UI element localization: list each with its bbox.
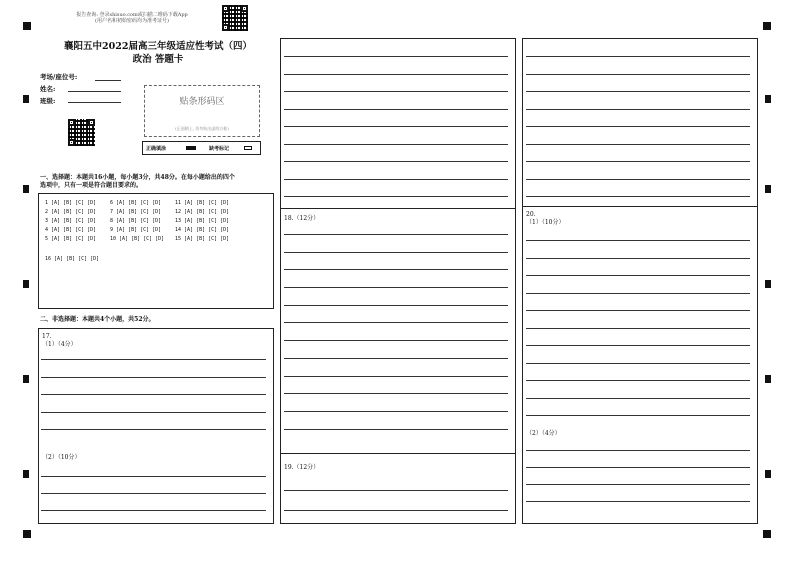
report-notice	[62, 12, 202, 24]
choice-item[interactable]: 1 [A] [B] [C] [D]	[45, 200, 97, 206]
correct-fill-label: 正确填涂	[146, 146, 167, 152]
absent-mark-label: 缺考标记	[209, 146, 230, 152]
q19-top-divider	[280, 453, 516, 454]
correct-fill-sample	[186, 146, 196, 150]
section1-heading	[40, 174, 275, 190]
exam-subtitle: 政治 答题卡	[132, 54, 184, 65]
choice-item-16[interactable]: 16 [A] [B] [C] [D]	[45, 256, 100, 262]
side-mark	[23, 95, 29, 103]
answer-line[interactable]	[284, 91, 508, 92]
answer-line[interactable]	[526, 91, 750, 92]
fill-example-box	[142, 141, 261, 155]
answer-line[interactable]	[526, 467, 750, 468]
choice-item[interactable]: 13 [A] [B] [C] [D]	[175, 218, 230, 224]
answer-line[interactable]	[526, 345, 750, 346]
barcode-title: 贴条形码区	[179, 97, 225, 107]
answer-line[interactable]	[41, 429, 266, 430]
seat-field[interactable]	[95, 80, 121, 81]
registration-mark	[23, 530, 31, 538]
choice-item[interactable]: 3 [A] [B] [C] [D]	[45, 218, 97, 224]
answer-line[interactable]	[41, 394, 266, 395]
exam-qr-code	[68, 119, 95, 146]
answer-line[interactable]	[41, 377, 266, 378]
column2-frame	[280, 38, 516, 524]
section1-heading-line1: 一、选择题：本题共16小题，每小题3分，共48分。在每小题给出的四个	[40, 174, 235, 181]
answer-line[interactable]	[41, 359, 266, 360]
choice-item[interactable]: 8 [A] [B] [C] [D]	[110, 218, 162, 224]
q17-answer-box[interactable]	[38, 328, 274, 524]
answer-line[interactable]	[284, 109, 508, 110]
choice-item[interactable]: 12 [A] [B] [C] [D]	[175, 209, 230, 215]
answer-line[interactable]	[284, 358, 508, 359]
q18-top-divider	[280, 208, 516, 209]
side-mark	[765, 470, 771, 478]
answer-line[interactable]	[284, 322, 508, 323]
choice-item[interactable]: 9 [A] [B] [C] [D]	[110, 227, 162, 233]
answer-line[interactable]	[41, 412, 266, 413]
q19-label: 19.（12分）	[284, 464, 320, 471]
answer-line[interactable]	[284, 490, 508, 491]
choice-item[interactable]: 5 [A] [B] [C] [D]	[45, 236, 97, 242]
answer-line[interactable]	[526, 56, 750, 57]
answer-line[interactable]	[526, 196, 750, 197]
column3-frame	[522, 38, 758, 524]
answer-line[interactable]	[526, 310, 750, 311]
exam-title: 襄阳五中2022届高三年级适应性考试（四）	[64, 41, 252, 52]
answer-line[interactable]	[284, 74, 508, 75]
app-qr-code	[222, 5, 248, 31]
q20-top-divider	[522, 206, 758, 207]
registration-mark	[763, 22, 771, 30]
answer-line[interactable]	[41, 493, 266, 494]
answer-line[interactable]	[284, 393, 508, 394]
answer-line[interactable]	[526, 363, 750, 364]
notice-line-1: 报告查询: 登录shisuo.com或扫描二维码下载App	[76, 12, 188, 18]
answer-line[interactable]	[526, 144, 750, 145]
answer-line[interactable]	[526, 179, 750, 180]
barcode-area	[144, 85, 260, 137]
name-label: 姓名:	[40, 85, 56, 93]
answer-line[interactable]	[526, 275, 750, 276]
answer-line[interactable]	[526, 484, 750, 485]
barcode-note: (正面朝上, 切勿贴出虚线方框)	[175, 126, 229, 131]
answer-line[interactable]	[284, 126, 508, 127]
answer-line[interactable]	[284, 510, 508, 511]
side-mark	[765, 95, 771, 103]
answer-line[interactable]	[284, 252, 508, 253]
absent-mark-checkbox[interactable]	[244, 146, 252, 150]
answer-line[interactable]	[284, 340, 508, 341]
section2-heading: 二、非选择题：本题共4个小题，共52分。	[40, 316, 155, 323]
answer-line[interactable]	[284, 56, 508, 57]
notice-line-2: (用户名和初始密码均为准考证号)	[95, 18, 169, 24]
answer-line[interactable]	[526, 293, 750, 294]
answer-line[interactable]	[284, 305, 508, 306]
q18-label: 18.（12分）	[284, 215, 320, 222]
q20-number: 20.	[526, 211, 536, 218]
answer-line[interactable]	[526, 258, 750, 259]
answer-line[interactable]	[526, 501, 750, 502]
registration-mark	[23, 22, 31, 30]
side-mark	[765, 280, 771, 288]
section1-heading-line2: 选项中，只有一项是符合题目要求的。	[40, 182, 143, 189]
answer-line[interactable]	[284, 429, 508, 430]
choice-item[interactable]: 4 [A] [B] [C] [D]	[45, 227, 97, 233]
answer-line[interactable]	[526, 450, 750, 451]
answer-line[interactable]	[284, 287, 508, 288]
q17-number: 17.	[42, 333, 52, 340]
class-label: 班级:	[40, 97, 56, 105]
side-mark	[765, 375, 771, 383]
name-field[interactable]	[68, 91, 121, 92]
answer-line[interactable]	[526, 161, 750, 162]
seat-label: 考场/座位号:	[40, 73, 78, 81]
registration-mark	[763, 530, 771, 538]
choice-item[interactable]: 14 [A] [B] [C] [D]	[175, 227, 230, 233]
answer-line[interactable]	[284, 234, 508, 235]
answer-line[interactable]	[526, 109, 750, 110]
answer-line[interactable]	[284, 269, 508, 270]
answer-line[interactable]	[526, 415, 750, 416]
q17-part1: （1）（4分）	[42, 341, 77, 348]
answer-line[interactable]	[41, 476, 266, 477]
side-mark	[23, 280, 29, 288]
answer-line[interactable]	[526, 398, 750, 399]
q20-part2: （2）（4分）	[526, 430, 561, 437]
answer-line[interactable]	[526, 240, 750, 241]
side-mark	[23, 185, 29, 193]
answer-line[interactable]	[526, 126, 750, 127]
answer-line[interactable]	[526, 74, 750, 75]
answer-line[interactable]	[284, 376, 508, 377]
class-field[interactable]	[68, 102, 121, 103]
choice-item[interactable]: 2 [A] [B] [C] [D]	[45, 209, 97, 215]
answer-line[interactable]	[526, 328, 750, 329]
choice-item[interactable]: 10 [A] [B] [C] [D]	[110, 236, 165, 242]
side-mark	[23, 375, 29, 383]
choice-item[interactable]: 6 [A] [B] [C] [D]	[110, 200, 162, 206]
answer-line[interactable]	[284, 161, 508, 162]
choice-item[interactable]: 7 [A] [B] [C] [D]	[110, 209, 162, 215]
answer-line[interactable]	[284, 179, 508, 180]
choice-item[interactable]: 15 [A] [B] [C] [D]	[175, 236, 230, 242]
answer-line[interactable]	[284, 196, 508, 197]
q20-part1: （1）（10分）	[526, 219, 565, 226]
q17-part2: （2）（10分）	[42, 454, 81, 461]
answer-line[interactable]	[526, 380, 750, 381]
answer-line[interactable]	[284, 144, 508, 145]
choice-item[interactable]: 11 [A] [B] [C] [D]	[175, 200, 230, 206]
side-mark	[765, 185, 771, 193]
answer-line[interactable]	[284, 411, 508, 412]
answer-line[interactable]	[41, 510, 266, 511]
side-mark	[23, 470, 29, 478]
